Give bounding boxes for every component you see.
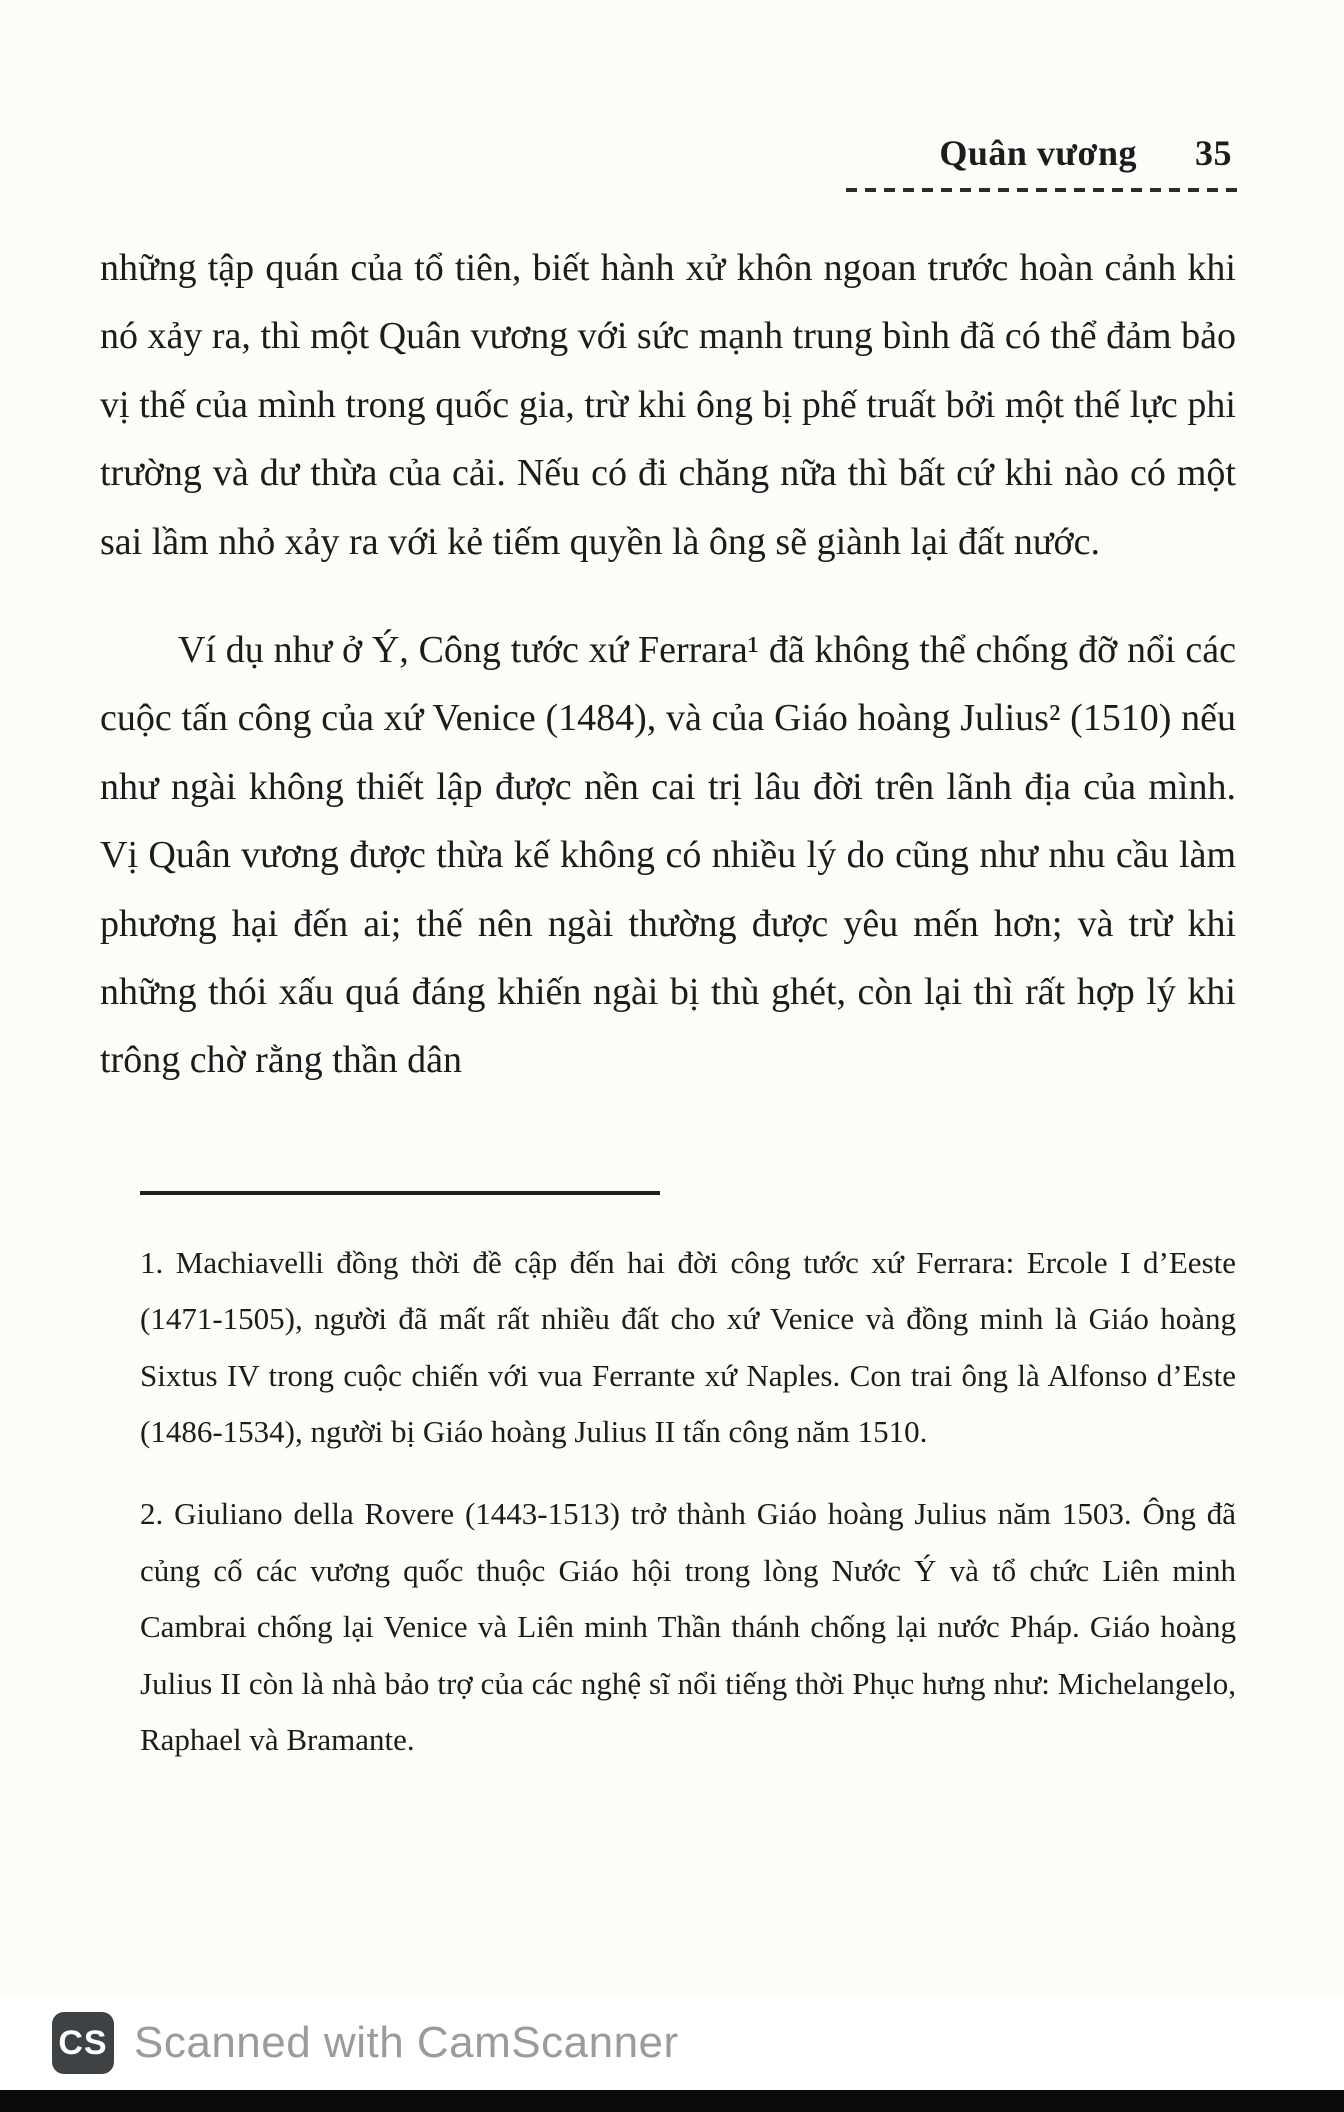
page-number: 35: [1195, 133, 1232, 173]
footnotes-section: [140, 1235, 1236, 1769]
footnote: 1. Machiavelli đồng thời đề cập đến hai đời công tước xứ Ferrara: Ercole I d’Eeste (1471-1505), người đã mất rất nhiều đất cho xứ Venice và đồng minh là Giáo hoàng Sixtus IV trong cuộc chiến với vua Ferrante xứ Naples. Con trai ông là Alfonso d’Este (1486-1534), người bị Giáo hoàng Julius II tấn công năm 1510.: [140, 1244, 1236, 1449]
body-paragraph: những tập quán của tổ tiên, biết hành xử khôn ngoan trước hoàn cảnh khi nó xảy ra, thì một Quân vương với sức mạnh trung bình đã có thể đảm bảo vị thế của mình trong quốc gia, trừ khi ông bị phế truất bởi một thế lực phi trường và dư thừa của cải. Nếu có đi chăng nữa thì bất cứ khi nào có một sai lầm nhỏ xảy ra với kẻ tiếm quyền là ông sẽ giành lại đất nước.: [100, 247, 1236, 563]
scan-edge-strip: [0, 2090, 1344, 2112]
camscanner-logo-text: CS: [58, 2023, 108, 2062]
page-header: [0, 0, 1344, 174]
watermark-label: Scanned with CamScanner: [134, 2018, 679, 2067]
body-paragraph: Ví dụ như ở Ý, Công tước xứ Ferrara¹ đã không thể chống đỡ nổi các cuộc tấn công của xứ Venice (1484), và của Giáo hoàng Julius² (1510) nếu như ngài không thiết lập được nền cai trị lâu đời trên lãnh địa của mình. Vị Quân vương được thừa kế không có nhiều lý do cũng như nhu cầu làm phương hại đến ai; thế nên ngài thường được yêu mến hơn; và trừ khi những thói xấu quá đáng khiến ngài bị thù ghét, còn lại thì rất hợp lý khi trông chờ rằng thần dân: [100, 628, 1236, 1082]
running-title: Quân vương: [939, 133, 1137, 173]
header-dashed-underline: [846, 188, 1238, 192]
footnote: 2. Giuliano della Rovere (1443-1513) trở thành Giáo hoàng Julius năm 1503. Ông đã củng cố các vương quốc thuộc Giáo hội trong lòng Nước Ý và tổ chức Liên minh Cambrai chống lại Venice và Liên minh Thần thánh chống lại nước Pháp. Giáo hoàng Julius II còn là nhà bảo trợ của các nghệ sĩ nổi tiếng thời Phục hưng như: Michelangelo, Raphael và Bramante.: [140, 1496, 1236, 1757]
camscanner-logo-icon: [52, 2012, 114, 2074]
footnote-separator-rule: [140, 1191, 660, 1195]
body-text: [100, 234, 1236, 1095]
camscanner-watermark-bar: [0, 1996, 1344, 2090]
